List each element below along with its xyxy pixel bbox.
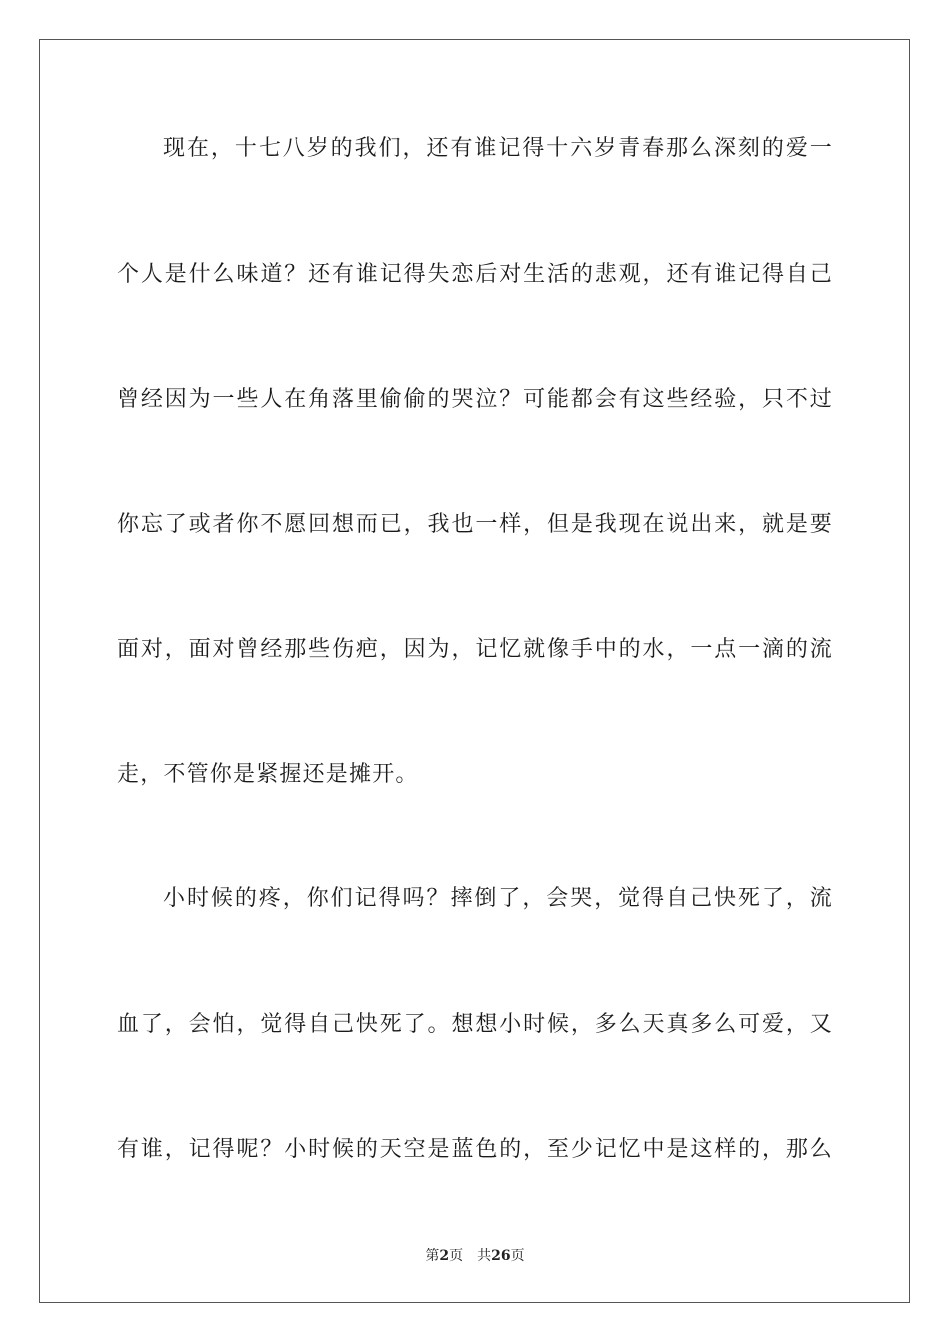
page-border [39, 39, 910, 1303]
paragraph-1-line-6: 走，不管你是紧握还是摊开。 [117, 762, 419, 787]
page-footer [0, 1246, 950, 1266]
paragraph-2-line-1: 小时候的疼，你们记得吗？摔倒了，会哭，觉得自己快死了，流 [163, 886, 833, 911]
footer-page-prefix: 第 [425, 1248, 440, 1264]
footer-page-suffix: 页 [449, 1248, 464, 1264]
paragraph-2-line-2: 血了，会怕，觉得自己快死了。想想小时候，多么天真多么可爱，又 [117, 1012, 833, 1037]
paragraph-1-line-5: 面对，面对曾经那些伤疤，因为，记忆就像手中的水，一点一滴的流 [117, 637, 833, 662]
paragraph-2-line-3: 有谁，记得呢？小时候的天空是蓝色的，至少记忆中是这样的，那么 [117, 1137, 833, 1162]
footer-total-suffix: 页 [510, 1248, 525, 1264]
paragraph-1-line-1: 现在，十七八岁的我们，还有谁记得十六岁青春那么深刻的爱一 [163, 136, 833, 161]
footer-total-prefix: 共 [477, 1248, 492, 1264]
paragraph-1-line-2: 个人是什么味道？还有谁记得失恋后对生活的悲观，还有谁记得自己 [117, 262, 833, 287]
footer-page-number: 2 [439, 1248, 450, 1264]
paragraph-1-line-4: 你忘了或者你不愿回想而已，我也一样，但是我现在说出来，就是要 [117, 512, 833, 537]
footer-total-pages: 26 [491, 1248, 511, 1264]
paragraph-1-line-3: 曾经因为一些人在角落里偷偷的哭泣？可能都会有这些经验，只不过 [117, 387, 833, 412]
